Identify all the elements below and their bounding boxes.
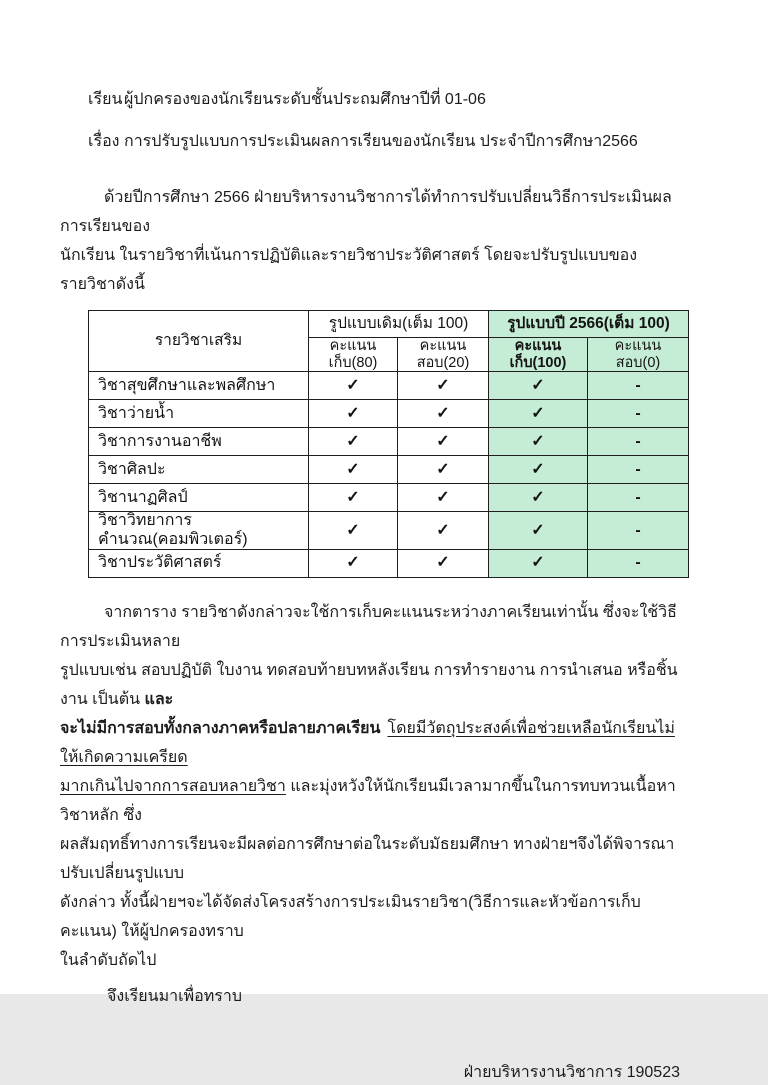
body-underline-stress: มากเกินไปจากการสอบหลายวิชา <box>60 778 286 796</box>
old-exam-mark: ✓ <box>398 456 489 484</box>
column-header-subject: รายวิชาเสริม <box>89 311 309 372</box>
old-exam-mark: ✓ <box>398 512 489 550</box>
subject-cell: วิชาสุขศึกษาและพลศึกษา <box>89 372 309 400</box>
old-collect-mark: ✓ <box>309 372 398 400</box>
new-exam-mark: - <box>588 512 689 550</box>
table-row <box>89 428 689 456</box>
body-bold-no-exams: จะไม่มีการสอบทั้งกลางภาคหรือปลายภาคเรียน <box>60 720 381 738</box>
table-row <box>89 400 689 428</box>
column-group-old-format: รูปแบบเดิม(เต็ม 100) <box>309 311 489 338</box>
old-exam-mark: ✓ <box>398 400 489 428</box>
old-collect-mark: ✓ <box>309 400 398 428</box>
new-collect-mark: ✓ <box>489 372 588 400</box>
table-row <box>89 484 689 512</box>
new-exam-mark: - <box>588 456 689 484</box>
table-row <box>89 512 689 550</box>
new-collect-mark: ✓ <box>489 512 588 550</box>
old-exam-mark: ✓ <box>398 550 489 578</box>
new-collect-mark: ✓ <box>489 484 588 512</box>
closing-line: จึงเรียนมาเพื่อทราบ <box>107 988 242 1006</box>
subject-cell: วิชาวิทยาการคำนวณ(คอมพิวเตอร์) <box>89 512 309 550</box>
new-exam-mark: - <box>588 550 689 578</box>
body-paragraph <box>60 598 690 975</box>
old-exam-mark: ✓ <box>398 484 489 512</box>
body-line-7: ในลำดับถัดไป <box>60 952 157 970</box>
table-row <box>89 550 689 578</box>
new-collect-mark: ✓ <box>489 428 588 456</box>
body-underline-purpose: โดยมีวัตถุประสงค์เพื่อช่วยเหลือนักเรียนไม่ให้เกิดความเครียด <box>60 720 675 767</box>
body-line-1: จากตาราง รายวิชาดังกล่าวจะใช้การเก็บคะแนนระหว่างภาคเรียนเท่านั้น ซึ่งจะใช้วิธีการประเมินหลาย <box>60 604 677 651</box>
new-collect-mark: ✓ <box>489 456 588 484</box>
body-line-5: ผลสัมฤทธิ์ทางการเรียนจะมีผลต่อการศึกษาต่อในระดับมัธยมศึกษา ทางฝ่ายฯจึงได้พิจารณาปรับเปลี่ยนรูปแบบ <box>60 836 675 883</box>
body-line-4: และมุ่งหวังให้นักเรียนมีเวลามากขึ้นในการทบทวนเนื้อหาวิชาหลัก ซึ่ง <box>60 778 676 825</box>
body-bold-and: และ <box>144 691 174 709</box>
subject-cell: วิชาประวัติศาสตร์ <box>89 550 309 578</box>
subject-cell: วิชาว่ายน้ำ <box>89 400 309 428</box>
old-exam-mark: ✓ <box>398 372 489 400</box>
body-line-6: ดังกล่าว ทั้งนี้ฝ่ายฯจะได้จัดส่งโครงสร้างการประเมินรายวิชา(วิธีการและหัวข้อการเก็บคะแนน) ให้ผู้ปกครองทราบ <box>60 894 641 941</box>
to-label: เรียน <box>88 91 123 108</box>
column-header-new-collect: คะแนนเก็บ(100) <box>489 338 588 372</box>
new-exam-mark: - <box>588 372 689 400</box>
old-collect-mark: ✓ <box>309 512 398 550</box>
subject-cell: วิชาศิลปะ <box>89 456 309 484</box>
intro-line-2: นักเรียน ในรายวิชาที่เน้นการปฏิบัติและรายวิชาประวัติศาสตร์ โดยจะปรับรูปแบบของรายวิชาดังนี้ <box>60 247 638 293</box>
body-line-2: รูปแบบเช่น สอบปฏิบัติ ใบงาน ทดสอบท้ายบทหลังเรียน การทำรายงาน การนำเสนอ หรือชิ้นงาน เป็นต้น <box>60 662 678 709</box>
old-collect-mark: ✓ <box>309 550 398 578</box>
subject-value: การปรับรูปแบบการประเมินผลการเรียนของนักเรียน ประจำปีการศึกษา2566 <box>124 133 638 150</box>
column-group-new-format-2566: รูปแบบปี 2566(เต็ม 100) <box>489 311 689 338</box>
table-row <box>89 372 689 400</box>
subject-cell: วิชาการงานอาชีพ <box>89 428 309 456</box>
to-value: ผู้ปกครองของนักเรียนระดับชั้นประถมศึกษาปีที่ 01-06 <box>124 91 486 108</box>
subject-label: เรื่อง <box>88 133 120 150</box>
intro-line-1: ด้วยปีการศึกษา 2566 ฝ่ายบริหารงานวิชาการได้ทำการปรับเปลี่ยนวิธีการประเมินผลการเรียนของ <box>60 189 672 235</box>
new-exam-mark: - <box>588 428 689 456</box>
old-collect-mark: ✓ <box>309 484 398 512</box>
evaluation-table <box>88 310 689 578</box>
signature-line: ฝ่ายบริหารงานวิชาการ 190523 <box>463 1064 680 1082</box>
old-collect-mark: ✓ <box>309 456 398 484</box>
subject-line <box>88 130 708 154</box>
column-header-old-collect: คะแนนเก็บ(80) <box>309 338 398 372</box>
new-exam-mark: - <box>588 400 689 428</box>
subject-cell: วิชานาฏศิลป์ <box>89 484 309 512</box>
column-header-old-exam: คะแนนสอบ(20) <box>398 338 489 372</box>
column-header-new-exam: คะแนนสอบ(0) <box>588 338 689 372</box>
table-row <box>89 456 689 484</box>
new-collect-mark: ✓ <box>489 550 588 578</box>
table-header-group-row <box>89 311 689 338</box>
intro-paragraph <box>60 183 690 299</box>
to-line <box>88 0 708 112</box>
new-collect-mark: ✓ <box>489 400 588 428</box>
new-exam-mark: - <box>588 484 689 512</box>
old-collect-mark: ✓ <box>309 428 398 456</box>
old-exam-mark: ✓ <box>398 428 489 456</box>
